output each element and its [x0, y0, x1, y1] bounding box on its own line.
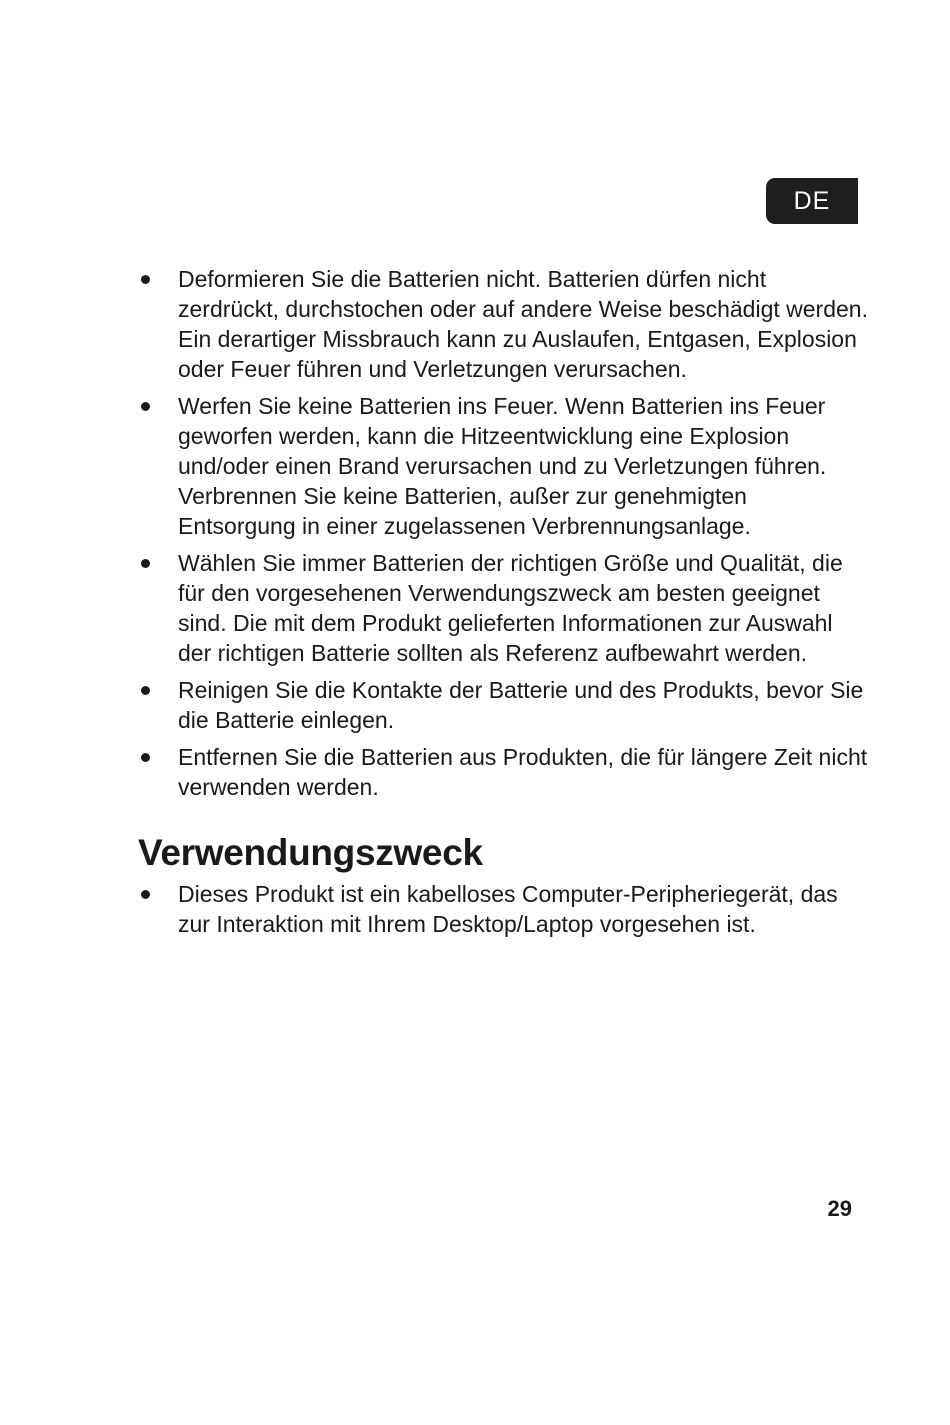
language-tab: DE: [766, 178, 858, 224]
page-number: 29: [827, 1196, 852, 1221]
bullet-icon: [141, 275, 150, 284]
bullet-text: Werfen Sie keine Batterien ins Feuer. Wenn Batterien ins Feuer geworfen werden, kann die Hitzeentwicklung eine Explosion und/oder einen Brand verursachen und zu Verletzungen führen. Verbrennen Sie keine Batterien, außer zur genehmigten Entsorgung in einer zugelassenen Verbrennungsanlage.: [178, 393, 827, 539]
bullet-text: Reinigen Sie die Kontakte der Batterie und des Produkts, bevor Sie die Batterie einlegen.: [178, 677, 864, 733]
list-item: [138, 742, 868, 802]
bullet-icon: [141, 559, 150, 568]
bullet-icon: [141, 753, 150, 762]
page-content: [138, 264, 868, 946]
section-bullet-list: [138, 879, 868, 939]
list-item: [138, 391, 868, 541]
bullet-text: Entfernen Sie die Batterien aus Produkten, die für längere Zeit nicht verwenden werden.: [178, 744, 868, 800]
section-title: Verwendungszweck: [138, 832, 483, 873]
bullet-text: Deformieren Sie die Batterien nicht. Batterien dürfen nicht zerdrückt, durchstochen oder auf andere Weise beschädigt werden. Ein derartiger Missbrauch kann zu Auslaufen, Entgasen, Explosion oder Feuer führen und Verletzungen verursachen.: [178, 266, 868, 382]
list-item: [138, 675, 868, 735]
list-item: [138, 264, 868, 384]
bullet-text: Wählen Sie immer Batterien der richtigen Größe und Qualität, die für den vorgesehenen Verwendungszweck am besten geeignet sind. Die mit dem Produkt gelieferten Informationen zur Auswahl der richtigen Batterie sollten als Referenz aufbewahrt werden.: [178, 550, 843, 666]
bullet-icon: [141, 890, 150, 899]
safety-bullet-list: [138, 264, 868, 802]
bullet-text: Dieses Produkt ist ein kabelloses Computer-Peripheriegerät, das zur Interaktion mit Ihrem Desktop/Laptop vorgesehen ist.: [178, 881, 838, 937]
bullet-icon: [141, 686, 150, 695]
list-item: [138, 879, 868, 939]
list-item: [138, 548, 868, 668]
bullet-icon: [141, 402, 150, 411]
